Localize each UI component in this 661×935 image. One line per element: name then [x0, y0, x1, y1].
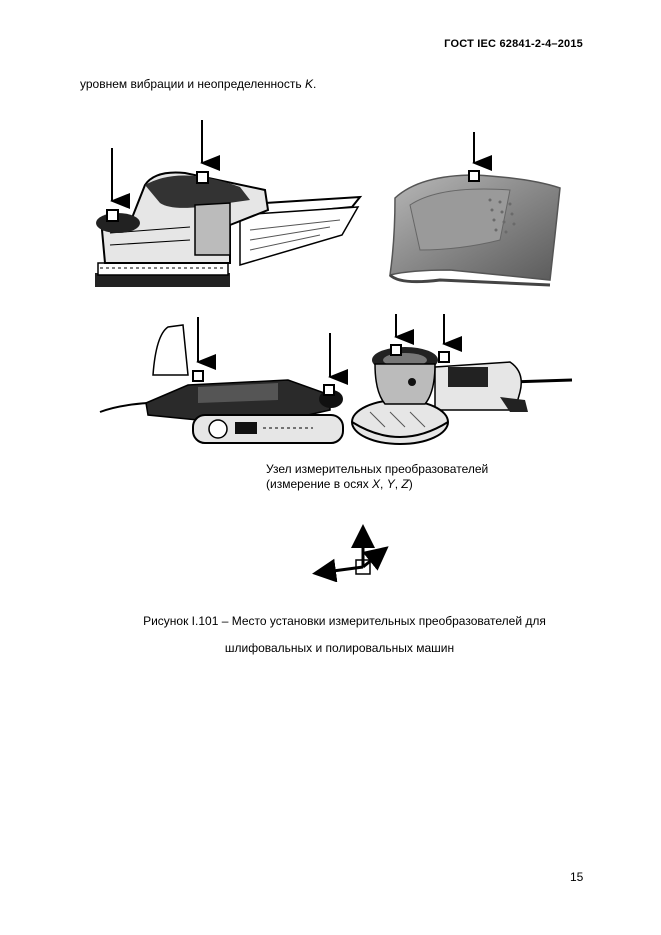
orbital-sander-illustration [90, 115, 370, 295]
intro-var-k: K [304, 77, 313, 91]
transducer-legend: Узел измерительных преобразователей (измерение в осях X, Y, Z) [266, 462, 489, 491]
transducer-axes-symbol [308, 522, 393, 582]
belt-sander-illustration [98, 315, 348, 445]
page-number: 15 [570, 870, 584, 884]
intro-text: уровнем вибрации и неопределенность K. [80, 77, 317, 91]
figure-caption-line1: Рисунок I.101 – Место установки измерительных преобразователей для [143, 614, 546, 628]
random-orbital-sander-illustration [350, 312, 575, 452]
detail-sander-illustration [380, 130, 570, 295]
figure-caption-line2: шлифовальных и полировальных машин [224, 641, 455, 655]
standard-header: ГОСТ IEC 62841-2-4–2015 [444, 38, 583, 50]
